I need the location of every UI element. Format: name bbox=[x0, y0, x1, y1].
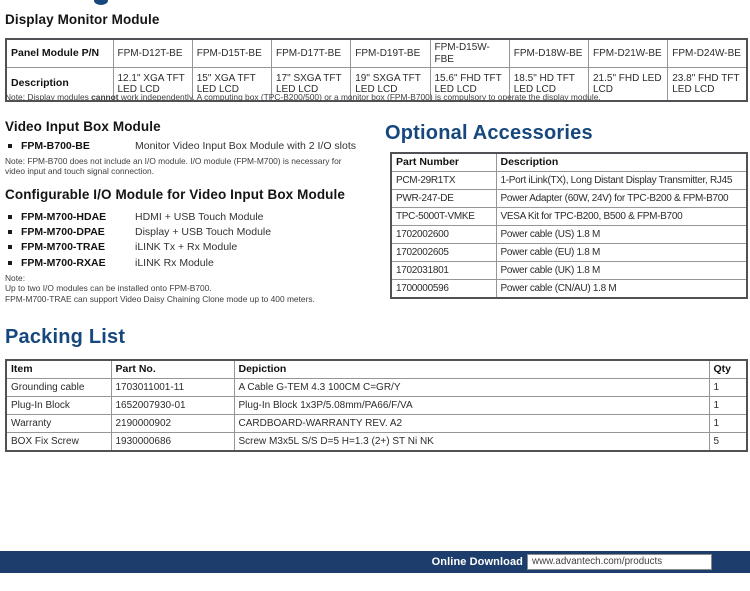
table-row bbox=[391, 244, 747, 262]
part-description: HDMI + USB Touch Module bbox=[135, 211, 264, 223]
table-row bbox=[6, 433, 747, 452]
optional-accessories-table bbox=[390, 152, 748, 299]
qty-cell: 1 bbox=[709, 379, 747, 397]
part-cell: PCM-29R1TX bbox=[391, 172, 496, 190]
section-heading-configurable-io: Configurable I/O Module for Video Input Box Module bbox=[5, 187, 345, 202]
note-title: Note: bbox=[5, 273, 26, 283]
pn-cell: FPM-D21W-BE bbox=[589, 39, 668, 68]
list-item bbox=[5, 225, 375, 240]
footer-bar bbox=[0, 551, 750, 573]
depiction-cell: A Cable G-TEM 4.3 100CM C=GR/Y bbox=[234, 379, 709, 397]
part-cell: 1652007930-01 bbox=[111, 397, 234, 415]
part-number: FPM-M700-RXAE bbox=[21, 256, 106, 269]
part-cell: 1703011001-11 bbox=[111, 379, 234, 397]
part-cell: PWR-247-DE bbox=[391, 190, 496, 208]
section-heading-display-monitor: Display Monitor Module bbox=[5, 12, 160, 27]
part-cell: 1930000686 bbox=[111, 433, 234, 452]
configurable-io-list bbox=[5, 210, 375, 271]
section-heading-optional-accessories: Optional Accessories bbox=[385, 122, 593, 144]
video-input-note: Note: FPM-B700 does not include an I/O module. I/O module (FPM-M700) is necessary for video input and touch signal connection. bbox=[5, 156, 342, 177]
col-header-description: Description bbox=[496, 153, 747, 172]
row-label-pn: Panel Module P/N bbox=[6, 39, 113, 68]
video-input-list bbox=[5, 139, 375, 154]
table-row bbox=[391, 280, 747, 299]
part-description: iLINK Rx Module bbox=[135, 256, 214, 269]
depiction-cell: Plug-In Block 1x3P/5.08mm/PA66/F/VA bbox=[234, 397, 709, 415]
part-number: FPM-M700-DPAE bbox=[21, 226, 105, 239]
row-label-desc: Description bbox=[6, 68, 113, 102]
pn-cell: FPM-D15T-BE bbox=[192, 39, 271, 68]
qty-cell: 5 bbox=[709, 433, 747, 452]
desc-cell: 15.6" FHD TFT LED LCD bbox=[430, 68, 509, 102]
desc-cell: Power cable (EU) 1.8 M bbox=[496, 244, 747, 262]
part-description: Monitor Video Input Box Module with 2 I/O slots bbox=[135, 140, 357, 152]
table-row bbox=[391, 262, 747, 280]
cutoff-heading-descender bbox=[94, 0, 108, 5]
pn-cell: FPM-D24W-BE bbox=[668, 39, 747, 68]
note-text: work independently. A computing box (TPC-B200/500) or a monitor box (FPM-B700) is compulsory to operate the display module. bbox=[118, 92, 601, 102]
table-row bbox=[6, 379, 747, 397]
list-item bbox=[5, 210, 375, 225]
note-line: Up to two I/O modules can be installed onto FPM-B700. bbox=[5, 283, 212, 294]
desc-cell: 12.1" XGA TFT LED LCD bbox=[113, 68, 192, 102]
table-row bbox=[391, 208, 747, 226]
note-line: FPM-M700-TRAE can support Video Daisy Chaining Clone mode up to 400 meters. bbox=[5, 293, 315, 304]
online-download-url-box[interactable] bbox=[527, 554, 712, 570]
desc-cell: Power cable (CN/AU) 1.8 M bbox=[496, 280, 747, 299]
list-item bbox=[5, 240, 375, 255]
part-cell: 1702002600 bbox=[391, 226, 496, 244]
packing-list-table bbox=[5, 359, 748, 452]
desc-cell: 15" XGA TFT LED LCD bbox=[192, 68, 271, 102]
bullet-icon bbox=[8, 245, 12, 249]
item-cell: Grounding cable bbox=[6, 379, 111, 397]
part-number: FPM-M700-HDAE bbox=[21, 211, 107, 223]
display-monitor-note bbox=[5, 92, 747, 102]
col-header-qty: Qty bbox=[709, 360, 747, 379]
pn-cell: FPM-D17T-BE bbox=[272, 39, 351, 68]
desc-cell: 23.8" FHD TFT LED LCD bbox=[668, 68, 747, 102]
item-cell: Warranty bbox=[6, 415, 111, 433]
section-heading-packing-list: Packing List bbox=[5, 326, 126, 348]
desc-cell: Power cable (US) 1.8 M bbox=[496, 226, 747, 244]
qty-cell: 1 bbox=[709, 397, 747, 415]
part-description: Display + USB Touch Module bbox=[135, 226, 272, 239]
part-description: iLINK Tx + Rx Module bbox=[135, 241, 238, 254]
bullet-icon bbox=[8, 215, 12, 219]
table-row bbox=[391, 172, 747, 190]
item-cell: BOX Fix Screw bbox=[6, 433, 111, 452]
depiction-cell: CARDBOARD-WARRANTY REV. A2 bbox=[234, 415, 709, 433]
part-cell: TPC-5000T-VMKE bbox=[391, 208, 496, 226]
item-cell: Plug-In Block bbox=[6, 397, 111, 415]
pn-cell: FPM-D12T-BE bbox=[113, 39, 192, 68]
table-header-row bbox=[391, 153, 747, 172]
desc-cell: 19" SXGA TFT LED LCD bbox=[351, 68, 430, 102]
desc-cell: 17" SXGA TFT LED LCD bbox=[272, 68, 351, 102]
desc-cell: 21.5" FHD LED LCD bbox=[589, 68, 668, 102]
table-row bbox=[6, 415, 747, 433]
note-text: Note: Display modules bbox=[5, 92, 92, 102]
desc-cell: 18.5" HD TFT LED LCD bbox=[509, 68, 588, 102]
part-number: FPM-M700-TRAE bbox=[21, 241, 106, 254]
col-header-depiction: Depiction bbox=[234, 360, 709, 379]
qty-cell: 1 bbox=[709, 415, 747, 433]
online-download-url[interactable]: www.advantech.com/products bbox=[532, 556, 663, 567]
bullet-icon bbox=[8, 144, 12, 148]
desc-cell: Power cable (UK) 1.8 M bbox=[496, 262, 747, 280]
list-item bbox=[5, 139, 375, 154]
bullet-icon bbox=[8, 230, 12, 234]
table-row bbox=[391, 190, 747, 208]
part-number: FPM-B700-BE bbox=[21, 140, 90, 152]
desc-cell: VESA Kit for TPC-B200, B500 & FPM-B700 bbox=[496, 208, 747, 226]
table-row bbox=[6, 397, 747, 415]
depiction-cell: Screw M3x5L S/S D=5 H=1.3 (2+) ST Ni NK bbox=[234, 433, 709, 452]
table-header-row bbox=[6, 360, 747, 379]
desc-cell: Power Adapter (60W, 24V) for TPC-B200 & FPM-B700 bbox=[496, 190, 747, 208]
pn-cell: FPM-D19T-BE bbox=[351, 39, 430, 68]
desc-cell: 1-Port iLink(TX), Long Distant Display Transmitter, RJ45 bbox=[496, 172, 747, 190]
col-header-part-no: Part No. bbox=[111, 360, 234, 379]
configurable-io-note bbox=[5, 273, 375, 304]
section-heading-video-input: Video Input Box Module bbox=[5, 119, 161, 134]
online-download-label: Online Download bbox=[431, 556, 523, 568]
note-bold-word: cannot bbox=[91, 92, 119, 102]
part-cell: 1700000596 bbox=[391, 280, 496, 299]
table-row bbox=[6, 39, 747, 68]
col-header-part-number: Part Number bbox=[391, 153, 496, 172]
part-cell: 1702031801 bbox=[391, 262, 496, 280]
table-row bbox=[391, 226, 747, 244]
bullet-icon bbox=[8, 261, 12, 265]
part-cell: 2190000902 bbox=[111, 415, 234, 433]
part-cell: 1702002605 bbox=[391, 244, 496, 262]
col-header-item: Item bbox=[6, 360, 111, 379]
pn-cell: FPM-D18W-BE bbox=[509, 39, 588, 68]
pn-cell: FPM-D15W-FBE bbox=[430, 39, 509, 68]
list-item bbox=[5, 256, 375, 271]
